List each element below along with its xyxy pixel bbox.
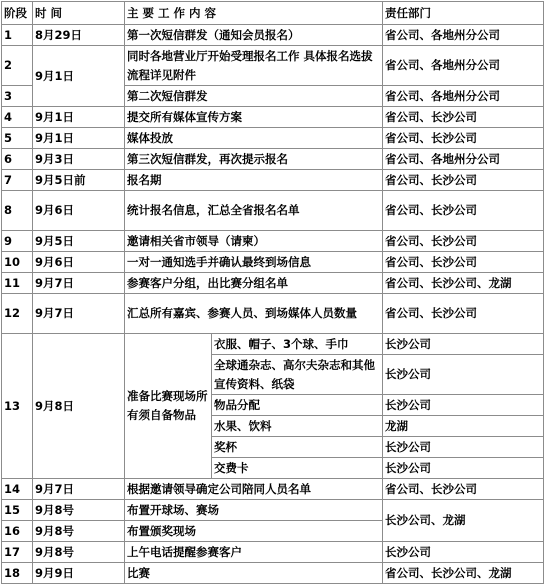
table-row [2, 191, 544, 231]
time-cell: 9月6日 [33, 191, 125, 231]
dept-cell: 长沙公司 [383, 542, 544, 563]
stage-cell: 12 [2, 294, 33, 334]
dept-cell: 省公司、长沙公司 [383, 231, 544, 252]
table-row [2, 500, 544, 521]
schedule-table [1, 1, 544, 584]
content-cell: 同时各地营业厅开始受理报名工作 具体报名选拔流程详见附件 [125, 46, 383, 86]
time-cell: 9月7日 [33, 273, 125, 294]
content-cell: 布置颁奖现场 [125, 521, 383, 542]
content-cell: 第三次短信群发，再次提示报名 [125, 149, 383, 170]
time-cell: 9月6日 [33, 252, 125, 273]
table-row [2, 294, 544, 334]
content-group-cell: 准备比赛现场所有须自备物品 [125, 334, 212, 479]
table-row [2, 25, 544, 46]
time-cell: 9月5日前 [33, 170, 125, 191]
time-cell: 9月8号 [33, 500, 125, 521]
dept-cell: 长沙公司 [383, 437, 544, 458]
content-cell: 报名期 [125, 170, 383, 191]
table-row [2, 563, 544, 584]
time-cell: 8月29日 [33, 25, 125, 46]
stage-cell: 2 [2, 46, 33, 86]
time-cell: 9月7日 [33, 294, 125, 334]
stage-cell: 15 [2, 500, 33, 521]
time-cell: 9月3日 [33, 149, 125, 170]
table-row [2, 334, 544, 355]
time-cell: 9月1日 [33, 128, 125, 149]
content-cell: 一对一通知选手并确认最终到场信息 [125, 252, 383, 273]
time-cell: 9月8日 [33, 334, 125, 479]
stage-cell: 17 [2, 542, 33, 563]
table-row [2, 231, 544, 252]
table-row [2, 170, 544, 191]
content-cell: 媒体投放 [125, 128, 383, 149]
stage-cell: 7 [2, 170, 33, 191]
dept-cell: 省公司、长沙公司 [383, 294, 544, 334]
dept-cell: 省公司、长沙公司 [383, 107, 544, 128]
stage-cell: 13 [2, 334, 33, 479]
content-cell: 邀请相关省市领导（请柬） [125, 231, 383, 252]
dept-cell: 长沙公司、龙湖 [383, 500, 544, 542]
item-cell: 衣服、帽子、3个球、手巾 [212, 334, 383, 355]
stage-cell: 8 [2, 191, 33, 231]
stage-cell: 6 [2, 149, 33, 170]
table-row [2, 46, 544, 86]
time-cell: 9月1日 [33, 107, 125, 128]
item-cell: 奖杯 [212, 437, 383, 458]
header-stage: 阶段 [2, 2, 33, 25]
stage-cell: 18 [2, 563, 33, 584]
dept-cell: 省公司、各地州分公司 [383, 86, 544, 107]
table-row [2, 107, 544, 128]
table-row [2, 542, 544, 563]
dept-cell: 龙湖 [383, 416, 544, 437]
item-cell: 交费卡 [212, 458, 383, 479]
time-cell: 9月1日 [33, 46, 125, 107]
content-cell: 参赛客户分组，出比赛分组名单 [125, 273, 383, 294]
dept-cell: 省公司、各地州分公司 [383, 25, 544, 46]
header-dept: 责任部门 [383, 2, 544, 25]
stage-cell: 3 [2, 86, 33, 107]
content-cell: 比赛 [125, 563, 383, 584]
stage-cell: 5 [2, 128, 33, 149]
table-row [2, 128, 544, 149]
table-row [2, 273, 544, 294]
time-cell: 9月8号 [33, 542, 125, 563]
dept-cell: 省公司、长沙公司 [383, 252, 544, 273]
table-row [2, 149, 544, 170]
dept-cell: 省公司、长沙公司、龙湖 [383, 273, 544, 294]
stage-cell: 4 [2, 107, 33, 128]
time-cell: 9月5日 [33, 231, 125, 252]
time-cell: 9月8号 [33, 521, 125, 542]
item-cell: 物品分配 [212, 395, 383, 416]
stage-cell: 14 [2, 479, 33, 500]
content-cell: 第二次短信群发 [125, 86, 383, 107]
header-time: 时 间 [33, 2, 125, 25]
content-cell: 第一次短信群发（通知会员报名） [125, 25, 383, 46]
stage-cell: 11 [2, 273, 33, 294]
dept-cell: 省公司、各地州分公司 [383, 149, 544, 170]
content-cell: 根据邀请领导确定公司陪同人员名单 [125, 479, 383, 500]
content-cell: 上午电话提醒参赛客户 [125, 542, 383, 563]
dept-cell: 省公司、长沙公司 [383, 170, 544, 191]
content-cell: 提交所有媒体宣传方案 [125, 107, 383, 128]
dept-cell: 长沙公司 [383, 458, 544, 479]
dept-cell: 省公司、长沙公司 [383, 479, 544, 500]
content-cell: 布置开球场、赛场 [125, 500, 383, 521]
time-cell: 9月7日 [33, 479, 125, 500]
dept-cell: 省公司、长沙公司 [383, 191, 544, 231]
time-cell: 9月9日 [33, 563, 125, 584]
dept-cell: 长沙公司 [383, 395, 544, 416]
header-content: 主 要 工 作 内 容 [125, 2, 383, 25]
dept-cell: 省公司、长沙公司、龙湖 [383, 563, 544, 584]
dept-cell: 长沙公司 [383, 334, 544, 355]
dept-cell: 省公司、长沙公司 [383, 128, 544, 149]
dept-cell: 省公司、各地州分公司 [383, 46, 544, 86]
table-row [2, 479, 544, 500]
header-row [2, 2, 544, 25]
stage-cell: 1 [2, 25, 33, 46]
table-row [2, 252, 544, 273]
dept-cell: 长沙公司 [383, 355, 544, 395]
item-cell: 全球通杂志、高尔夫杂志和其他宣传资料、纸袋 [212, 355, 383, 395]
item-cell: 水果、饮料 [212, 416, 383, 437]
stage-cell: 10 [2, 252, 33, 273]
stage-cell: 16 [2, 521, 33, 542]
content-cell: 统计报名信息，汇总全省报名名单 [125, 191, 383, 231]
content-cell: 汇总所有嘉宾、参赛人员、到场媒体人员数量 [125, 294, 383, 334]
stage-cell: 9 [2, 231, 33, 252]
